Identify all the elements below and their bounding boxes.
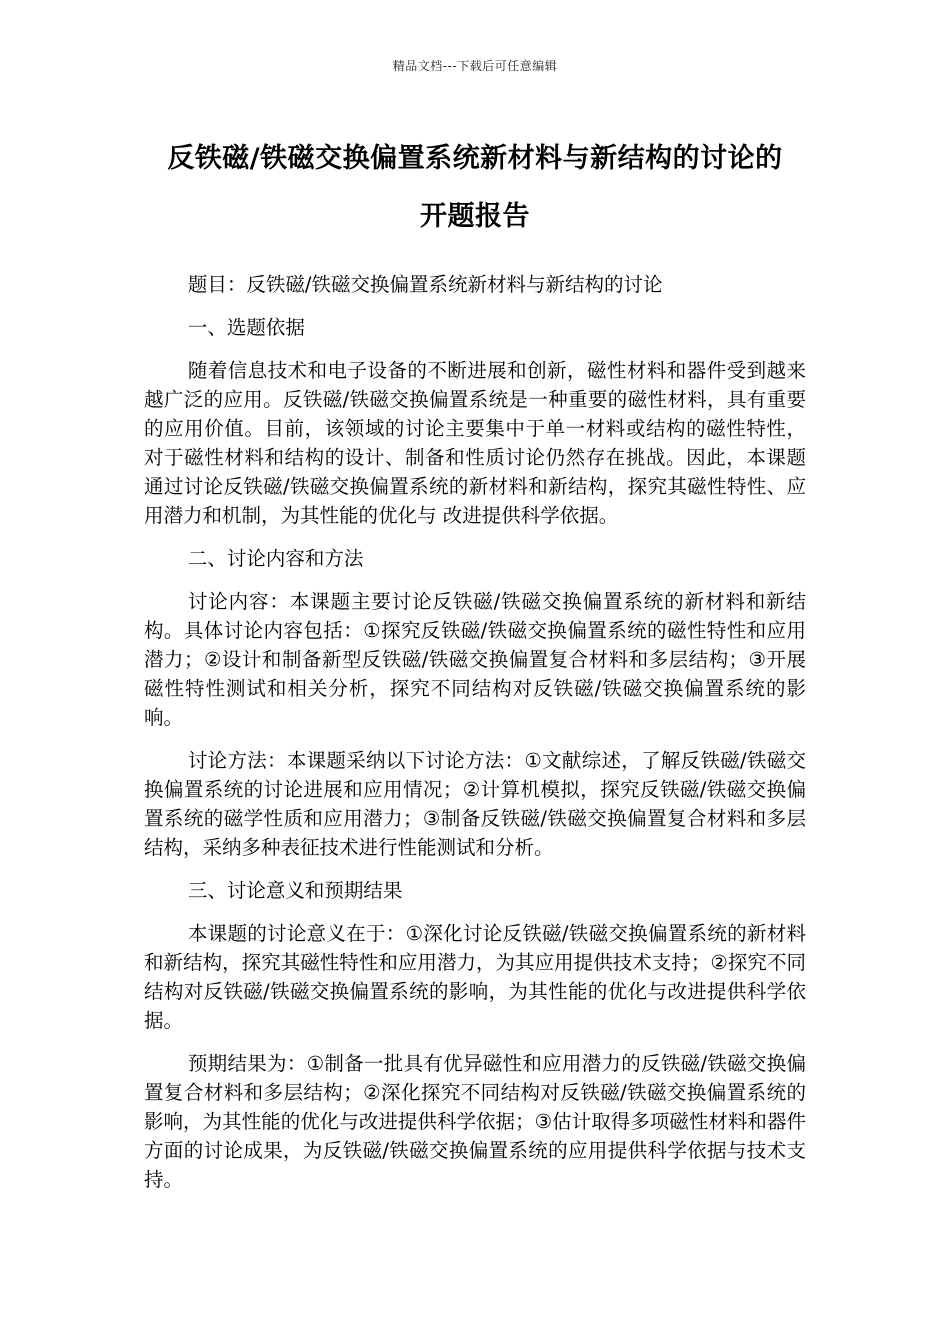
section-3-results-paragraph: 预期结果为：①制备一批具有优异磁性和应用潜力的反铁磁/铁磁交换偏置复合材料和多层结构；②深化探究不同结构对反铁磁/铁磁交换偏置系统的影响，为其性能的优化与改进提供科学依据；③估计取得多项磁性材料和器件方面的讨论成果，为反铁磁/铁磁交换偏置系统的应用提供科学依据与技术支持。 [144,1052,806,1191]
subject-line: 题目：反铁磁/铁磁交换偏置系统新材料与新结构的讨论 [187,273,663,296]
section-3-significance-paragraph: 本课题的讨论意义在于：①深化讨论反铁磁/铁磁交换偏置系统的新材料和新结构，探究其磁性特性和应用潜力，为其应用提供技术支持；②探究不同结构对反铁磁/铁磁交换偏置系统的影响，为其性能的优化与改进提供科学依据。 [144,922,806,1032]
title-line-2: 开题报告 [420,201,530,232]
header-note: 精品文档---下载后可任意编辑 [392,59,558,73]
document-body [144,270,806,1208]
section-2-method-paragraph: 讨论方法：本课题采纳以下讨论方法：①文献综述，了解反铁磁/铁磁交换偏置系统的讨论进展和应用情况；②计算机模拟，探究反铁磁/铁磁交换偏置系统的磁学性质和应用潜力；③制备反铁磁/铁磁交换偏置复合材料和多层结构，采纳多种表征技术进行性能测试和分析。 [144,749,806,859]
section-2-heading: 二、讨论内容和方法 [187,547,364,570]
section-2-content-paragraph: 讨论内容：本课题主要讨论反铁磁/铁磁交换偏置系统的新材料和新结构。具体讨论内容包括：①探究反铁磁/铁磁交换偏置系统的磁性特性和应用潜力；②设计和制备新型反铁磁/铁磁交换偏置复合材料和多层结构；③开展磁性特性测试和相关分析，探究不同结构对反铁磁/铁磁交换偏置系统的影响。 [144,590,806,729]
section-3-heading: 三、讨论意义和预期结果 [187,879,403,902]
document-title [120,130,830,246]
title-line-1: 反铁磁/铁磁交换偏置系统新材料与新结构的讨论的 [167,143,783,174]
section-1-heading: 一、选题依据 [187,316,305,339]
section-1-paragraph: 随着信息技术和电子设备的不断进展和创新，磁性材料和器件受到越来越广泛的应用。反铁磁/铁磁交换偏置系统是一种重要的磁性材料，具有重要的应用价值。目前，该领域的讨论主要集中于单一材料或结构的磁性特性，对于磁性材料和结构的设计、制备和性质讨论仍然存在挑战。因此，本课题通过讨论反铁磁/铁磁交换偏置系统的新材料和新结构，探究其磁性特性、应用潜力和机制，为其性能的优化与 改进提供科学依据。 [144,359,806,527]
